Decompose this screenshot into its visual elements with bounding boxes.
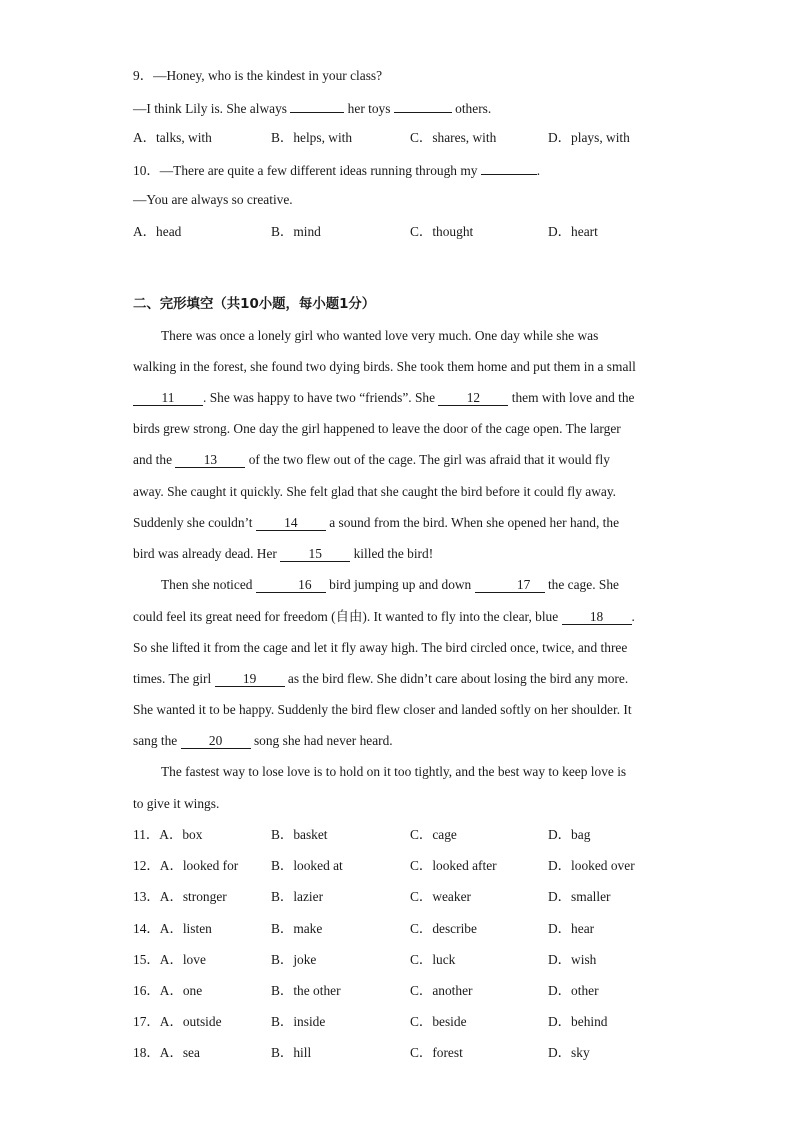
- passage-line-13: [133, 701, 632, 719]
- passage-text-6: away. She caught it quickly. She felt glad that she caught the bird before it could fly away.: [133, 484, 617, 499]
- passage-text-9b: bird jumping up and down: [325, 577, 475, 592]
- passage-line-3: [133, 389, 634, 407]
- passage-text-3a: . She was happy to have two “friends”. She: [203, 390, 439, 405]
- passage-text-12a: times. The girl: [133, 671, 215, 686]
- passage-line-8: [133, 545, 433, 563]
- passage-line-12: [133, 670, 628, 688]
- passage-line-4: [133, 420, 621, 438]
- q11-option-a[interactable]: 11．A．box: [133, 827, 203, 842]
- passage-text-14a: sang the: [133, 733, 181, 748]
- passage-text-8a: bird was already dead. Her: [133, 546, 281, 561]
- q17-option-d[interactable]: D．behind: [548, 1014, 608, 1029]
- q15-option-a[interactable]: 15．A．love: [133, 952, 206, 967]
- passage-text-2: walking in the forest, she found two dying birds. She took them home and put them in a small: [133, 359, 636, 374]
- q10-reply-text: —You are always so creative.: [133, 192, 293, 207]
- q11-option-c[interactable]: C．cage: [410, 827, 457, 842]
- passage-text-7a: Suddenly she couldn’t: [133, 515, 256, 530]
- passage-text-10a: could feel its great need for freedom (自由). It wanted to fly into the clear, blue: [133, 609, 562, 624]
- blank-12[interactable]: 12: [438, 390, 508, 406]
- passage-text-14b: song she had never heard.: [250, 733, 393, 748]
- blank-18[interactable]: 18: [562, 609, 632, 625]
- passage-line-7: [133, 514, 619, 532]
- q10-stem-end: .: [536, 163, 541, 178]
- passage-line-9: [133, 576, 619, 594]
- q18-option-a[interactable]: 18．A．sea: [133, 1045, 200, 1060]
- passage-text-11: So she lifted it from the cage and let it fly away high. The bird circled once, twice, and three: [133, 640, 628, 655]
- passage-text-13: She wanted it to be happy. Suddenly the bird flew closer and landed softly on her shoulder. It: [133, 702, 632, 717]
- passage-line-11: [133, 639, 627, 657]
- q12-option-d[interactable]: D．looked over: [548, 858, 635, 873]
- passage-text-1: There was once a lonely girl who wanted love very much. One day while she was: [161, 328, 599, 343]
- passage-line-2: [133, 358, 636, 376]
- q12-option-c[interactable]: C．looked after: [410, 858, 497, 873]
- passage-text-15: The fastest way to lose love is to hold on it too tightly, and the best way to keep love is: [161, 764, 627, 779]
- q15-option-c[interactable]: C．luck: [410, 952, 456, 967]
- blank-13[interactable]: 13: [175, 452, 245, 468]
- q15-option-b[interactable]: B．joke: [271, 952, 317, 967]
- q13-option-a[interactable]: 13．A．stronger: [133, 889, 227, 904]
- q9-option-d[interactable]: D．plays, with: [548, 130, 630, 145]
- q9-option-b[interactable]: B．helps, with: [271, 130, 353, 145]
- passage-text-12b: as the bird flew. She didn’t care about losing the bird any more.: [284, 671, 629, 686]
- q16-option-a[interactable]: 16．A．one: [133, 983, 203, 998]
- passage-line-14: [133, 732, 393, 750]
- passage-text-9a: Then she noticed: [161, 577, 256, 592]
- q10-blank: [481, 160, 537, 175]
- q10-stem-text: 10．—There are quite a few different ideas running through my: [133, 163, 481, 178]
- q17-option-b[interactable]: B．inside: [271, 1014, 326, 1029]
- q9-stem-text: 9．—Honey, who is the kindest in your class?: [133, 68, 383, 83]
- q10-reply: [133, 191, 293, 209]
- q18-option-b[interactable]: B．hill: [271, 1045, 312, 1060]
- q12-option-b[interactable]: B．looked at: [271, 858, 343, 873]
- passage-line-15: [133, 763, 626, 781]
- blank-20[interactable]: 20: [181, 733, 251, 749]
- blank-15[interactable]: 15: [280, 546, 350, 562]
- q10-stem: [133, 160, 540, 180]
- q12-option-a[interactable]: 12．A．looked for: [133, 858, 239, 873]
- q10-option-d[interactable]: D．heart: [548, 224, 598, 239]
- passage-text-3b: them with love and the: [508, 390, 635, 405]
- q17-option-c[interactable]: C．beside: [410, 1014, 467, 1029]
- q11-option-d[interactable]: D．bag: [548, 827, 591, 842]
- passage-text-10b: .: [631, 609, 635, 624]
- q18-option-c[interactable]: C．forest: [410, 1045, 463, 1060]
- passage-text-9c: the cage. She: [544, 577, 619, 592]
- blank-14[interactable]: 14: [256, 515, 326, 531]
- passage-text-4: birds grew strong. One day the girl happened to leave the door of the cage open. The larger: [133, 421, 621, 436]
- q13-option-c[interactable]: C．weaker: [410, 889, 471, 904]
- q16-option-b[interactable]: B．the other: [271, 983, 341, 998]
- q18-option-d[interactable]: D．sky: [548, 1045, 590, 1060]
- q9-option-a[interactable]: A．talks, with: [133, 130, 212, 145]
- passage-text-5b: of the two flew out of the cage. The girl was afraid that it would fly: [245, 452, 610, 467]
- blank-19[interactable]: 19: [215, 671, 285, 687]
- blank-17[interactable]: 17: [475, 577, 545, 593]
- q10-option-a[interactable]: A．head: [133, 224, 182, 239]
- q9-reply: [133, 98, 491, 118]
- passage-line-6: [133, 483, 616, 501]
- passage-text-5a: and the: [133, 452, 176, 467]
- q11-option-b[interactable]: B．basket: [271, 827, 328, 842]
- q14-option-a[interactable]: 14．A．listen: [133, 921, 212, 936]
- q13-option-b[interactable]: B．lazier: [271, 889, 324, 904]
- q9-reply-part-a: —I think Lily is. She always: [133, 101, 291, 116]
- q9-option-c[interactable]: C．shares, with: [410, 130, 497, 145]
- q9-blank-1: [290, 98, 344, 113]
- passage-text-8b: killed the bird!: [350, 546, 434, 561]
- blank-11[interactable]: 11: [133, 390, 203, 406]
- q14-option-b[interactable]: B．make: [271, 921, 323, 936]
- q10-option-c[interactable]: C．thought: [410, 224, 474, 239]
- section2-heading: 二、完形填空（共10小题，每小题1分）: [133, 297, 376, 312]
- q17-option-a[interactable]: 17．A．outside: [133, 1014, 222, 1029]
- passage-text-16: to give it wings.: [133, 796, 220, 811]
- passage-line-5: [133, 451, 610, 469]
- passage-line-16: [133, 795, 219, 813]
- q9-stem: [133, 67, 382, 85]
- q9-blank-2: [394, 98, 452, 113]
- q13-option-d[interactable]: D．smaller: [548, 889, 611, 904]
- q16-option-d[interactable]: D．other: [548, 983, 599, 998]
- q15-option-d[interactable]: D．wish: [548, 952, 597, 967]
- q10-option-b[interactable]: B．mind: [271, 224, 321, 239]
- q14-option-c[interactable]: C．describe: [410, 921, 477, 936]
- passage-line-1: [133, 327, 598, 345]
- passage-text-7b: a sound from the bird. When she opened her hand, the: [325, 515, 620, 530]
- passage-line-10: [133, 608, 635, 626]
- q9-reply-part-b: her toys: [344, 101, 394, 116]
- q16-option-c[interactable]: C．another: [410, 983, 473, 998]
- q14-option-d[interactable]: D．hear: [548, 921, 595, 936]
- q9-reply-part-c: others.: [451, 101, 492, 116]
- blank-16[interactable]: 16: [256, 577, 326, 593]
